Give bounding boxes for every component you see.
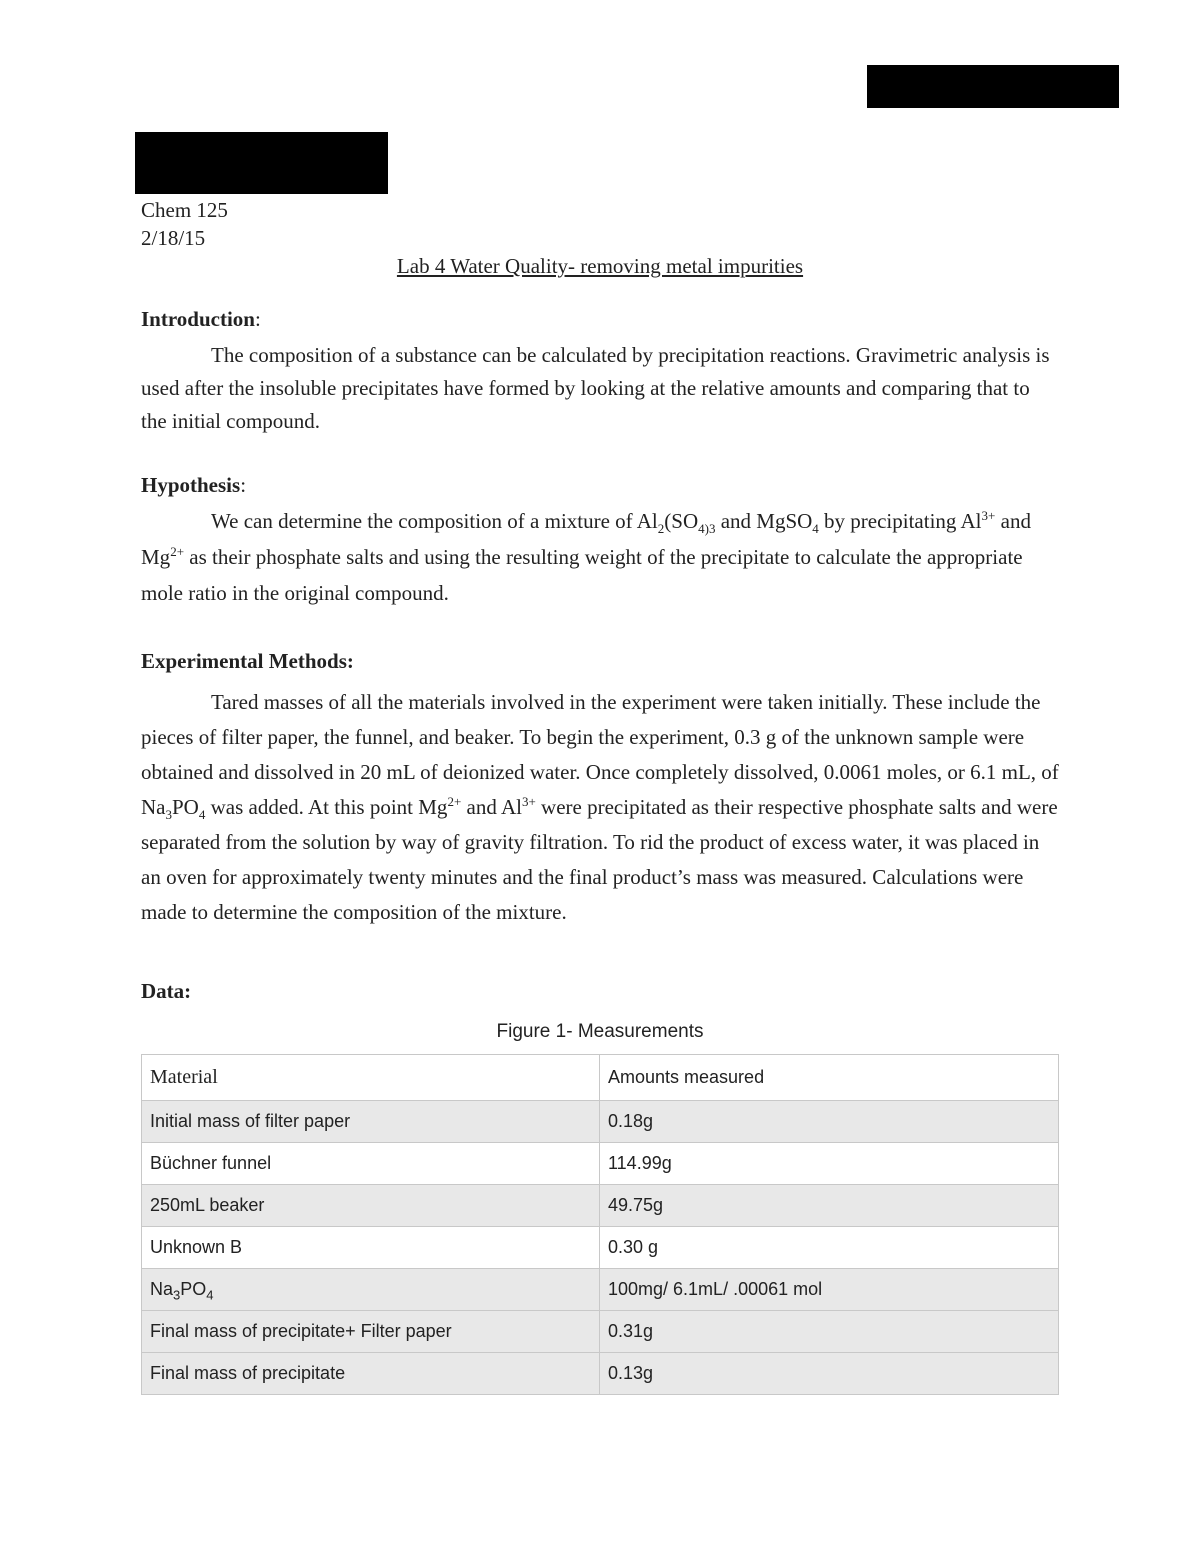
column-header-amount: Amounts measured [600, 1055, 1059, 1101]
table-row [142, 1143, 1059, 1185]
introduction-paragraph: The composition of a substance can be calculated by precipitation reactions. Gravimetric analysis is used after the insoluble precipitates have formed by looking at the relative amounts and comparing that to the initial compound. [141, 343, 1050, 433]
table-row [142, 1311, 1059, 1353]
hypothesis-section [141, 471, 1059, 611]
amount-cell: 49.75g [600, 1185, 1059, 1227]
column-header-material: Material [142, 1055, 600, 1101]
amount-cell: 114.99g [600, 1143, 1059, 1185]
material-cell: Büchner funnel [142, 1143, 600, 1185]
redaction-bar-top [867, 65, 1119, 108]
amount-cell: 0.13g [600, 1353, 1059, 1395]
table-row [142, 1185, 1059, 1227]
figure-caption: Figure 1- Measurements [496, 1021, 704, 1042]
table-row [142, 1269, 1059, 1311]
amount-cell: 100mg/ 6.1mL/ .00061 mol [600, 1269, 1059, 1311]
date-label: 2/18/15 [141, 226, 206, 250]
material-cell: Final mass of precipitate [142, 1353, 600, 1395]
material-cell: Unknown B [142, 1227, 600, 1269]
amount-cell: 0.31g [600, 1311, 1059, 1353]
table-row [142, 1227, 1059, 1269]
table-row [142, 1101, 1059, 1143]
hypothesis-paragraph: We can determine the composition of a mixture of $Al_2(SO_{4)3}$ and MgSO$_4$ by precipitating $Al^{3+}$ and $Mg^{2+}$ as their phosphate salts and using the resulting weight of the precipitate to calculate the appropriate mole ratio in the original compound. [141, 508, 1031, 605]
data-heading: Data: [141, 979, 192, 1003]
hypothesis-heading: Hypothesis: [141, 473, 247, 497]
methods-section [141, 647, 1059, 930]
data-section [141, 977, 1059, 1005]
material-cell: Final mass of precipitate+ Filter paper [142, 1311, 600, 1353]
table-header-row [142, 1055, 1059, 1101]
material-cell: Initial mass of filter paper [142, 1101, 600, 1143]
course-label: Chem 125 [141, 198, 228, 222]
redaction-bar-name [135, 132, 388, 194]
material-cell: 250mL beaker [142, 1185, 600, 1227]
introduction-heading: Introduction: [141, 307, 261, 331]
document-title: Lab 4 Water Quality- removing metal impurities [396, 254, 804, 278]
measurements-table [141, 1054, 1059, 1395]
amount-cell: 0.30 g [600, 1227, 1059, 1269]
amount-cell: 0.18g [600, 1101, 1059, 1143]
methods-paragraph: Tared masses of all the materials involved in the experiment were taken initially. These include the pieces of filter paper, the funnel, and beaker. To begin the experiment, 0.3 g of the unknown sample were obtained and dissolved in 20 mL of deionized water. Once completely dissolved, 0.0061 moles, or 6.1 mL, of $Na_3PO_4$ was added. At this point $Mg^{2+}$ and $Al^{3+}$ were precipitated as their respective phosphate salts and were separated from the solution by way of gravity filtration. To rid the product of excess water, it was placed in an oven for approximately twenty minutes and the final product’s mass was measured. Calculations were made to determine the composition of the mixture. [141, 690, 1059, 924]
material-cell: $Na_3PO_4$ [142, 1269, 600, 1311]
introduction-section [141, 305, 1059, 438]
methods-heading: Experimental Methods: [141, 649, 354, 673]
table-row [142, 1353, 1059, 1395]
